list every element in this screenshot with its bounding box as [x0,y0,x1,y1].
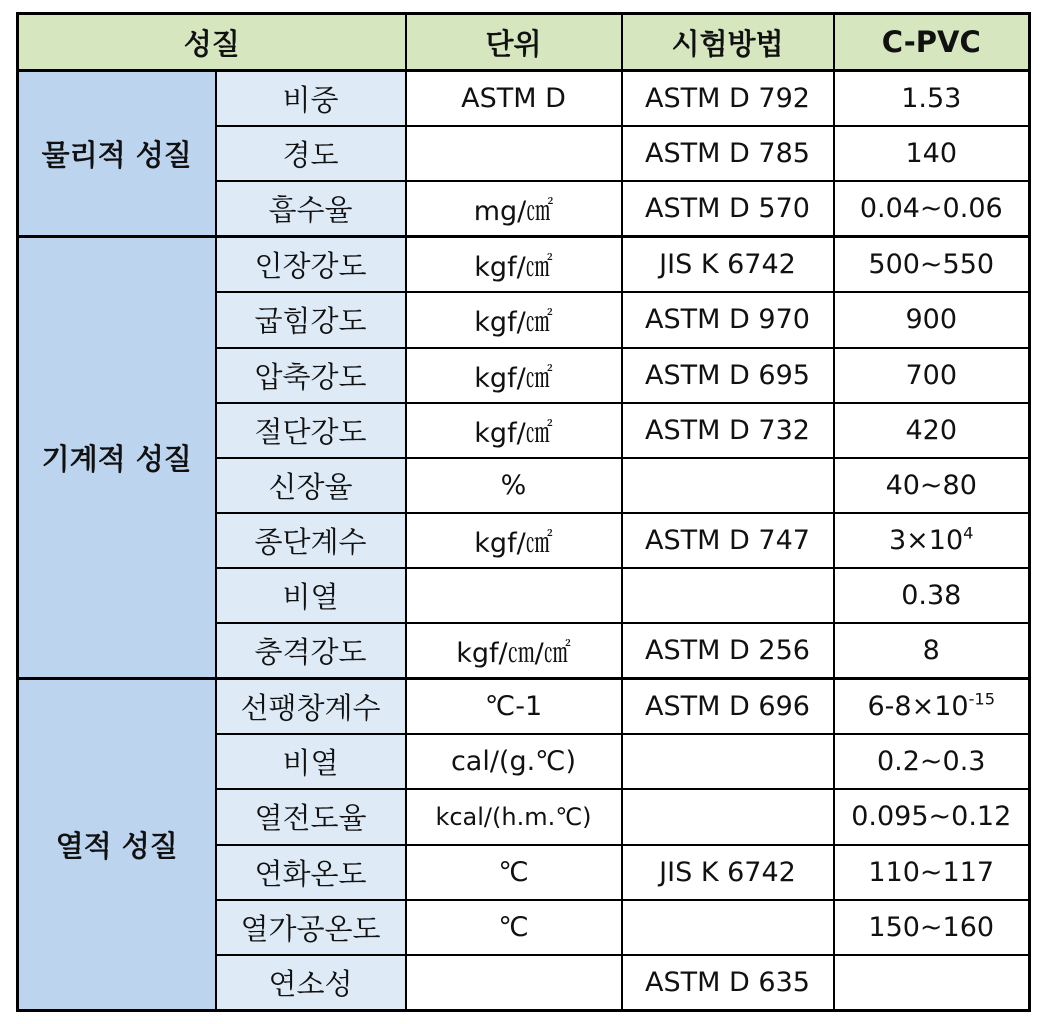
unit-cell: kgf/㎝/㎠ [406,623,622,679]
header-property: 성질 [18,14,406,71]
property-cell: 비열 [216,568,406,623]
header-material: C-PVC [834,14,1030,71]
method-cell: ASTM D 732 [622,403,834,458]
unit-cell: kgf/㎠ [406,292,622,347]
unit-cell: % [406,458,622,513]
value-text: 6-8×10 [867,691,969,723]
value-cell [834,789,1030,844]
value-text: 420 [905,414,958,446]
value-text: 0.04~0.06 [859,193,1003,225]
value-cell [834,845,1030,900]
unit-cell: kgf/㎠ [406,513,622,568]
property-cell: 굽힘강도 [216,292,406,347]
value-text: 110~117 [868,856,995,888]
value-cell [834,955,1030,1011]
value-cell [834,568,1030,623]
value-cell [834,900,1030,955]
value-cell [834,513,1030,568]
method-cell: ASTM D 747 [622,513,834,568]
method-cell: ASTM D 695 [622,348,834,403]
property-cell: 비중 [216,71,406,127]
unit-cell: mg/㎠ [406,181,622,237]
group-label: 기계적 성질 [18,237,216,679]
value-text: 3×10 [889,524,964,556]
value-text: 150~160 [868,911,995,943]
table-row [18,679,1030,735]
method-cell: ASTM D 635 [622,955,834,1011]
property-cell: 절단강도 [216,403,406,458]
value-cell [834,734,1030,789]
method-cell: ASTM D 256 [622,623,834,679]
value-cell [834,292,1030,347]
method-cell [622,900,834,955]
value-text: 500~550 [868,249,995,281]
method-cell: JIS K 6742 [622,237,834,293]
method-cell: ASTM D 970 [622,292,834,347]
value-exponent: -15 [968,689,996,709]
property-cell: 열전도율 [216,789,406,844]
value-cell [834,623,1030,679]
method-cell: ASTM D 570 [622,181,834,237]
value-text: 40~80 [885,469,977,501]
unit-cell: kgf/㎠ [406,348,622,403]
value-cell [834,126,1030,181]
value-exponent: 4 [963,523,974,543]
property-cell: 흡수율 [216,181,406,237]
value-cell [834,679,1030,735]
method-cell: ASTM D 792 [622,71,834,127]
method-cell [622,734,834,789]
group-label: 열적 성질 [18,679,216,1011]
properties-table [16,12,1031,1012]
header-unit: 단위 [406,14,622,71]
unit-cell: ASTM D [406,71,622,127]
value-text: 0.2~0.3 [876,746,986,778]
property-cell: 연화온도 [216,845,406,900]
unit-cell: ℃ [406,845,622,900]
method-cell [622,789,834,844]
unit-cell [406,955,622,1011]
header-row [18,14,1030,71]
method-cell [622,458,834,513]
group-label: 물리적 성질 [18,71,216,237]
unit-cell: kgf/㎠ [406,403,622,458]
value-text: 700 [905,359,958,391]
header-method: 시험방법 [622,14,834,71]
property-cell: 충격강도 [216,623,406,679]
unit-cell: kcal/(h.m.℃) [406,789,622,844]
value-cell [834,403,1030,458]
value-cell [834,71,1030,127]
property-cell: 선팽창계수 [216,679,406,735]
value-cell [834,458,1030,513]
table-row [18,71,1030,127]
property-cell: 열가공온도 [216,900,406,955]
property-cell: 압축강도 [216,348,406,403]
unit-cell: ℃ [406,900,622,955]
method-cell [622,568,834,623]
value-text: 8 [922,635,940,667]
value-cell [834,348,1030,403]
property-cell: 경도 [216,126,406,181]
property-cell: 비열 [216,734,406,789]
value-cell [834,237,1030,293]
unit-cell: ℃-1 [406,679,622,735]
property-cell: 신장율 [216,458,406,513]
method-cell: JIS K 6742 [622,845,834,900]
method-cell: ASTM D 785 [622,126,834,181]
value-text: 140 [905,138,958,170]
value-cell [834,181,1030,237]
value-text: 900 [905,304,958,336]
property-cell: 인장강도 [216,237,406,293]
unit-cell [406,568,622,623]
unit-cell: cal/(g.℃) [406,734,622,789]
value-text: 1.53 [901,83,962,115]
value-text: 0.095~0.12 [851,801,1012,833]
property-cell: 종단계수 [216,513,406,568]
unit-cell [406,126,622,181]
property-cell: 연소성 [216,955,406,1011]
unit-cell: kgf/㎠ [406,237,622,293]
value-text: 0.38 [901,580,962,612]
method-cell: ASTM D 696 [622,679,834,735]
table-row [18,237,1030,293]
